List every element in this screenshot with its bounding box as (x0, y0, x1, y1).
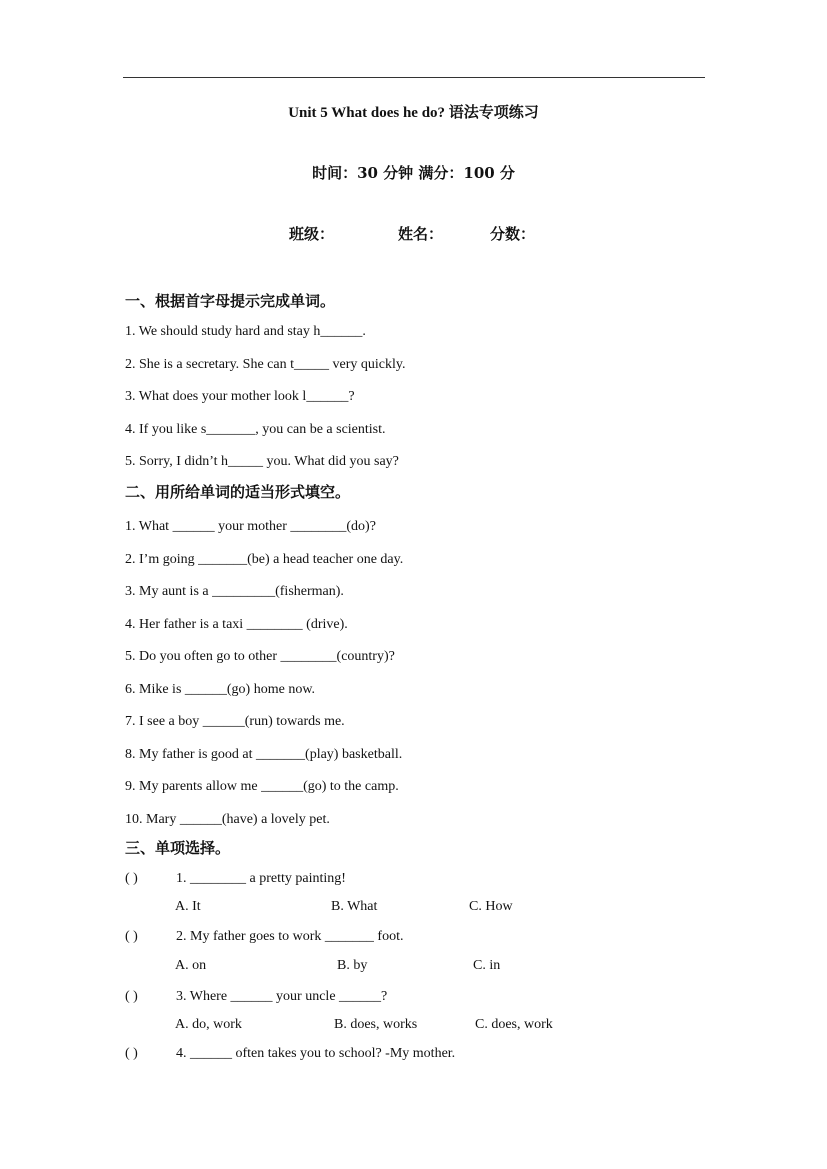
option-c: C. in (473, 958, 501, 973)
list-item: 4. If you like s_______, you can be a scientist. (125, 422, 386, 437)
option-b: B. does, works (334, 1017, 418, 1032)
name-label: 姓名： (398, 225, 444, 243)
question-stem: 3. Where ______ your uncle ______? (176, 989, 388, 1004)
option-b: B. by (337, 958, 368, 973)
section-2-heading: 二、用所给单词的适当形式填空。 (125, 483, 351, 501)
list-item: 5. Do you often go to other ________(country)? (125, 649, 395, 664)
score-label: 分数： (490, 225, 536, 243)
list-item: 3. What does your mother look l______? (125, 389, 355, 404)
exam-meta: 时间：30 分钟 满分：100 分 (312, 164, 515, 182)
list-item: 5. Sorry, I didn’t h_____ you. What did you say? (125, 454, 399, 469)
question-stem: 2. My father goes to work _______ foot. (176, 929, 404, 944)
answer-bracket: ( ) (125, 989, 138, 1004)
option-c: C. does, work (475, 1017, 553, 1032)
question-stem: 1. ________ a pretty painting! (176, 871, 346, 886)
option-c: C. How (469, 899, 513, 914)
list-item: 10. Mary ______(have) a lovely pet. (125, 812, 330, 827)
class-label: 班级： (289, 225, 335, 243)
answer-bracket: ( ) (125, 1046, 138, 1061)
section-1-heading: 一、根据首字母提示完成单词。 (125, 292, 336, 310)
list-item: 8. My father is good at _______(play) basketball. (125, 747, 403, 762)
list-item: 4. Her father is a taxi ________ (drive). (125, 617, 348, 632)
list-item: 7. I see a boy ______(run) towards me. (125, 714, 345, 729)
list-item: 3. My aunt is a _________(fisherman). (125, 584, 344, 599)
list-item: 2. She is a secretary. She can t_____ very quickly. (125, 357, 406, 372)
option-a: A. do, work (175, 1017, 242, 1032)
list-item: 2. I’m going _______(be) a head teacher one day. (125, 552, 404, 567)
list-item: 1. We should study hard and stay h______. (125, 324, 366, 339)
option-b: B. What (331, 899, 378, 914)
section-3-heading: 三、单项选择。 (125, 839, 231, 857)
option-a: A. It (175, 899, 201, 914)
header-rule (123, 77, 705, 78)
list-item: 6. Mike is ______(go) home now. (125, 682, 316, 697)
option-a: A. on (175, 958, 207, 973)
page-title: Unit 5 What does he do? 语法专项练习 (288, 105, 539, 121)
list-item: 9. My parents allow me ______(go) to the camp. (125, 779, 399, 794)
list-item: 1. What ______ your mother ________(do)? (125, 519, 376, 534)
answer-bracket: ( ) (125, 929, 138, 944)
answer-bracket: ( ) (125, 871, 138, 886)
question-stem: 4. ______ often takes you to school? -My mother. (176, 1046, 456, 1061)
